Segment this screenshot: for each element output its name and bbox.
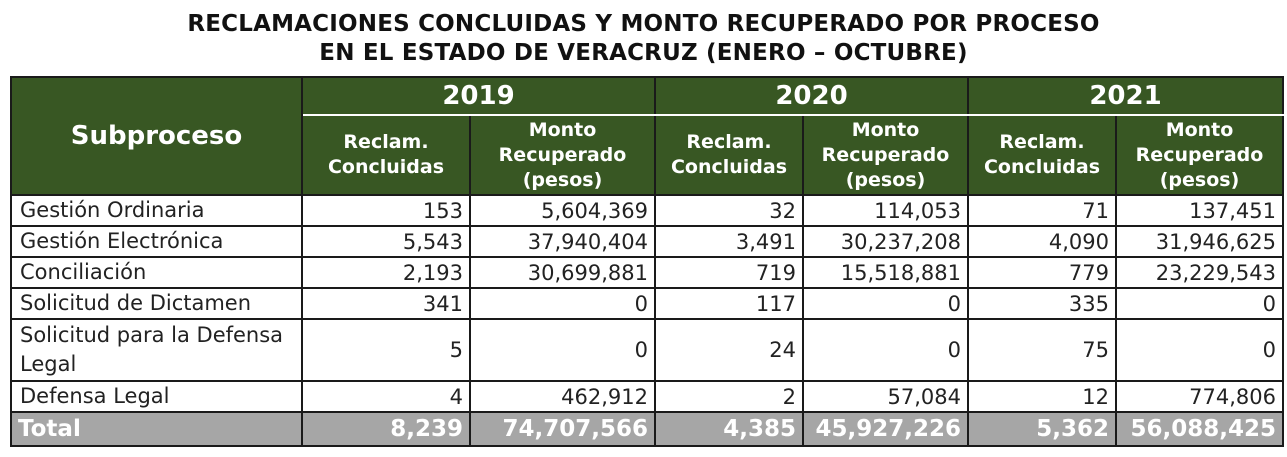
header-monto [1116,115,1283,195]
cell-value: 5 [302,319,470,381]
cell-value: 30,237,208 [803,226,968,257]
row-name: Defensa Legal [11,381,302,412]
table-row [11,288,1283,319]
cell-value: 5,543 [302,226,470,257]
cell-value: 0 [803,288,968,319]
total-value: 8,239 [302,412,470,446]
cell-value: 719 [655,257,803,288]
header-monto-line1: Monto [851,118,920,141]
cell-value: 335 [968,288,1116,319]
cell-value: 137,451 [1116,195,1283,226]
cell-value: 57,084 [803,381,968,412]
row-name: Conciliación [11,257,302,288]
cell-value: 0 [1116,319,1283,381]
header-monto [470,115,655,195]
header-row-years [11,77,1283,115]
header-monto-line2: Recuperado [821,143,950,166]
total-value: 45,927,226 [803,412,968,446]
cell-value: 32 [655,195,803,226]
table-title [8,0,1279,64]
cell-value: 75 [968,319,1116,381]
header-monto [803,115,968,195]
cell-value: 462,912 [470,381,655,412]
header-reclam-line1: Reclam. [343,131,429,153]
title-line-2: EN EL ESTADO DE VERACRUZ (ENERO – OCTUBRE) [319,40,968,66]
header-monto-line3: (pesos) [1159,168,1240,191]
table-row [11,226,1283,257]
header-reclam [302,115,470,195]
row-name: Gestión Electrónica [11,226,302,257]
cell-value: 0 [470,319,655,381]
cell-value: 2 [655,381,803,412]
table-row [11,319,1283,381]
cell-value: 12 [968,381,1116,412]
title-line-1: RECLAMACIONES CONCLUIDAS Y MONTO RECUPERADO POR PROCESO [187,11,1100,37]
cell-value: 0 [803,319,968,381]
header-reclam-line1: Reclam. [999,131,1085,153]
header-year-2020: 2020 [655,77,968,115]
header-reclam [968,115,1116,195]
header-monto-line3: (pesos) [522,168,603,191]
cell-value: 37,940,404 [470,226,655,257]
row-name: Gestión Ordinaria [11,195,302,226]
cell-value: 15,518,881 [803,257,968,288]
total-value: 5,362 [968,412,1116,446]
header-reclam-line2: Concluidas [327,156,445,178]
header-reclam [655,115,803,195]
header-monto-line2: Recuperado [498,143,627,166]
header-year-2021: 2021 [968,77,1283,115]
total-value: 4,385 [655,412,803,446]
cell-value: 2,193 [302,257,470,288]
total-row [11,412,1283,446]
cell-value: 23,229,543 [1116,257,1283,288]
cell-value: 0 [470,288,655,319]
header-reclam-line2: Concluidas [983,156,1101,178]
header-reclam-line2: Concluidas [670,156,788,178]
header-monto-line1: Monto [528,118,597,141]
row-name: Solicitud para la Defensa Legal [11,319,302,381]
total-value: 56,088,425 [1116,412,1283,446]
total-value: 74,707,566 [470,412,655,446]
header-monto-line2: Recuperado [1135,143,1264,166]
cell-value: 4 [302,381,470,412]
cell-value: 4,090 [968,226,1116,257]
header-reclam-line1: Reclam. [686,131,772,153]
header-monto-line1: Monto [1165,118,1234,141]
table-row [11,381,1283,412]
row-name: Solicitud de Dictamen [11,288,302,319]
table-row [11,195,1283,226]
cell-value: 3,491 [655,226,803,257]
cell-value: 71 [968,195,1116,226]
header-monto-line3: (pesos) [845,168,926,191]
cell-value: 153 [302,195,470,226]
data-table [10,76,1284,447]
cell-value: 0 [1116,288,1283,319]
cell-value: 30,699,881 [470,257,655,288]
header-subproceso: Subproceso [11,77,302,195]
cell-value: 774,806 [1116,381,1283,412]
cell-value: 341 [302,288,470,319]
cell-value: 24 [655,319,803,381]
cell-value: 5,604,369 [470,195,655,226]
cell-value: 117 [655,288,803,319]
header-year-2019: 2019 [302,77,655,115]
cell-value: 31,946,625 [1116,226,1283,257]
cell-value: 114,053 [803,195,968,226]
total-label: Total [11,412,302,446]
table-row [11,257,1283,288]
cell-value: 779 [968,257,1116,288]
